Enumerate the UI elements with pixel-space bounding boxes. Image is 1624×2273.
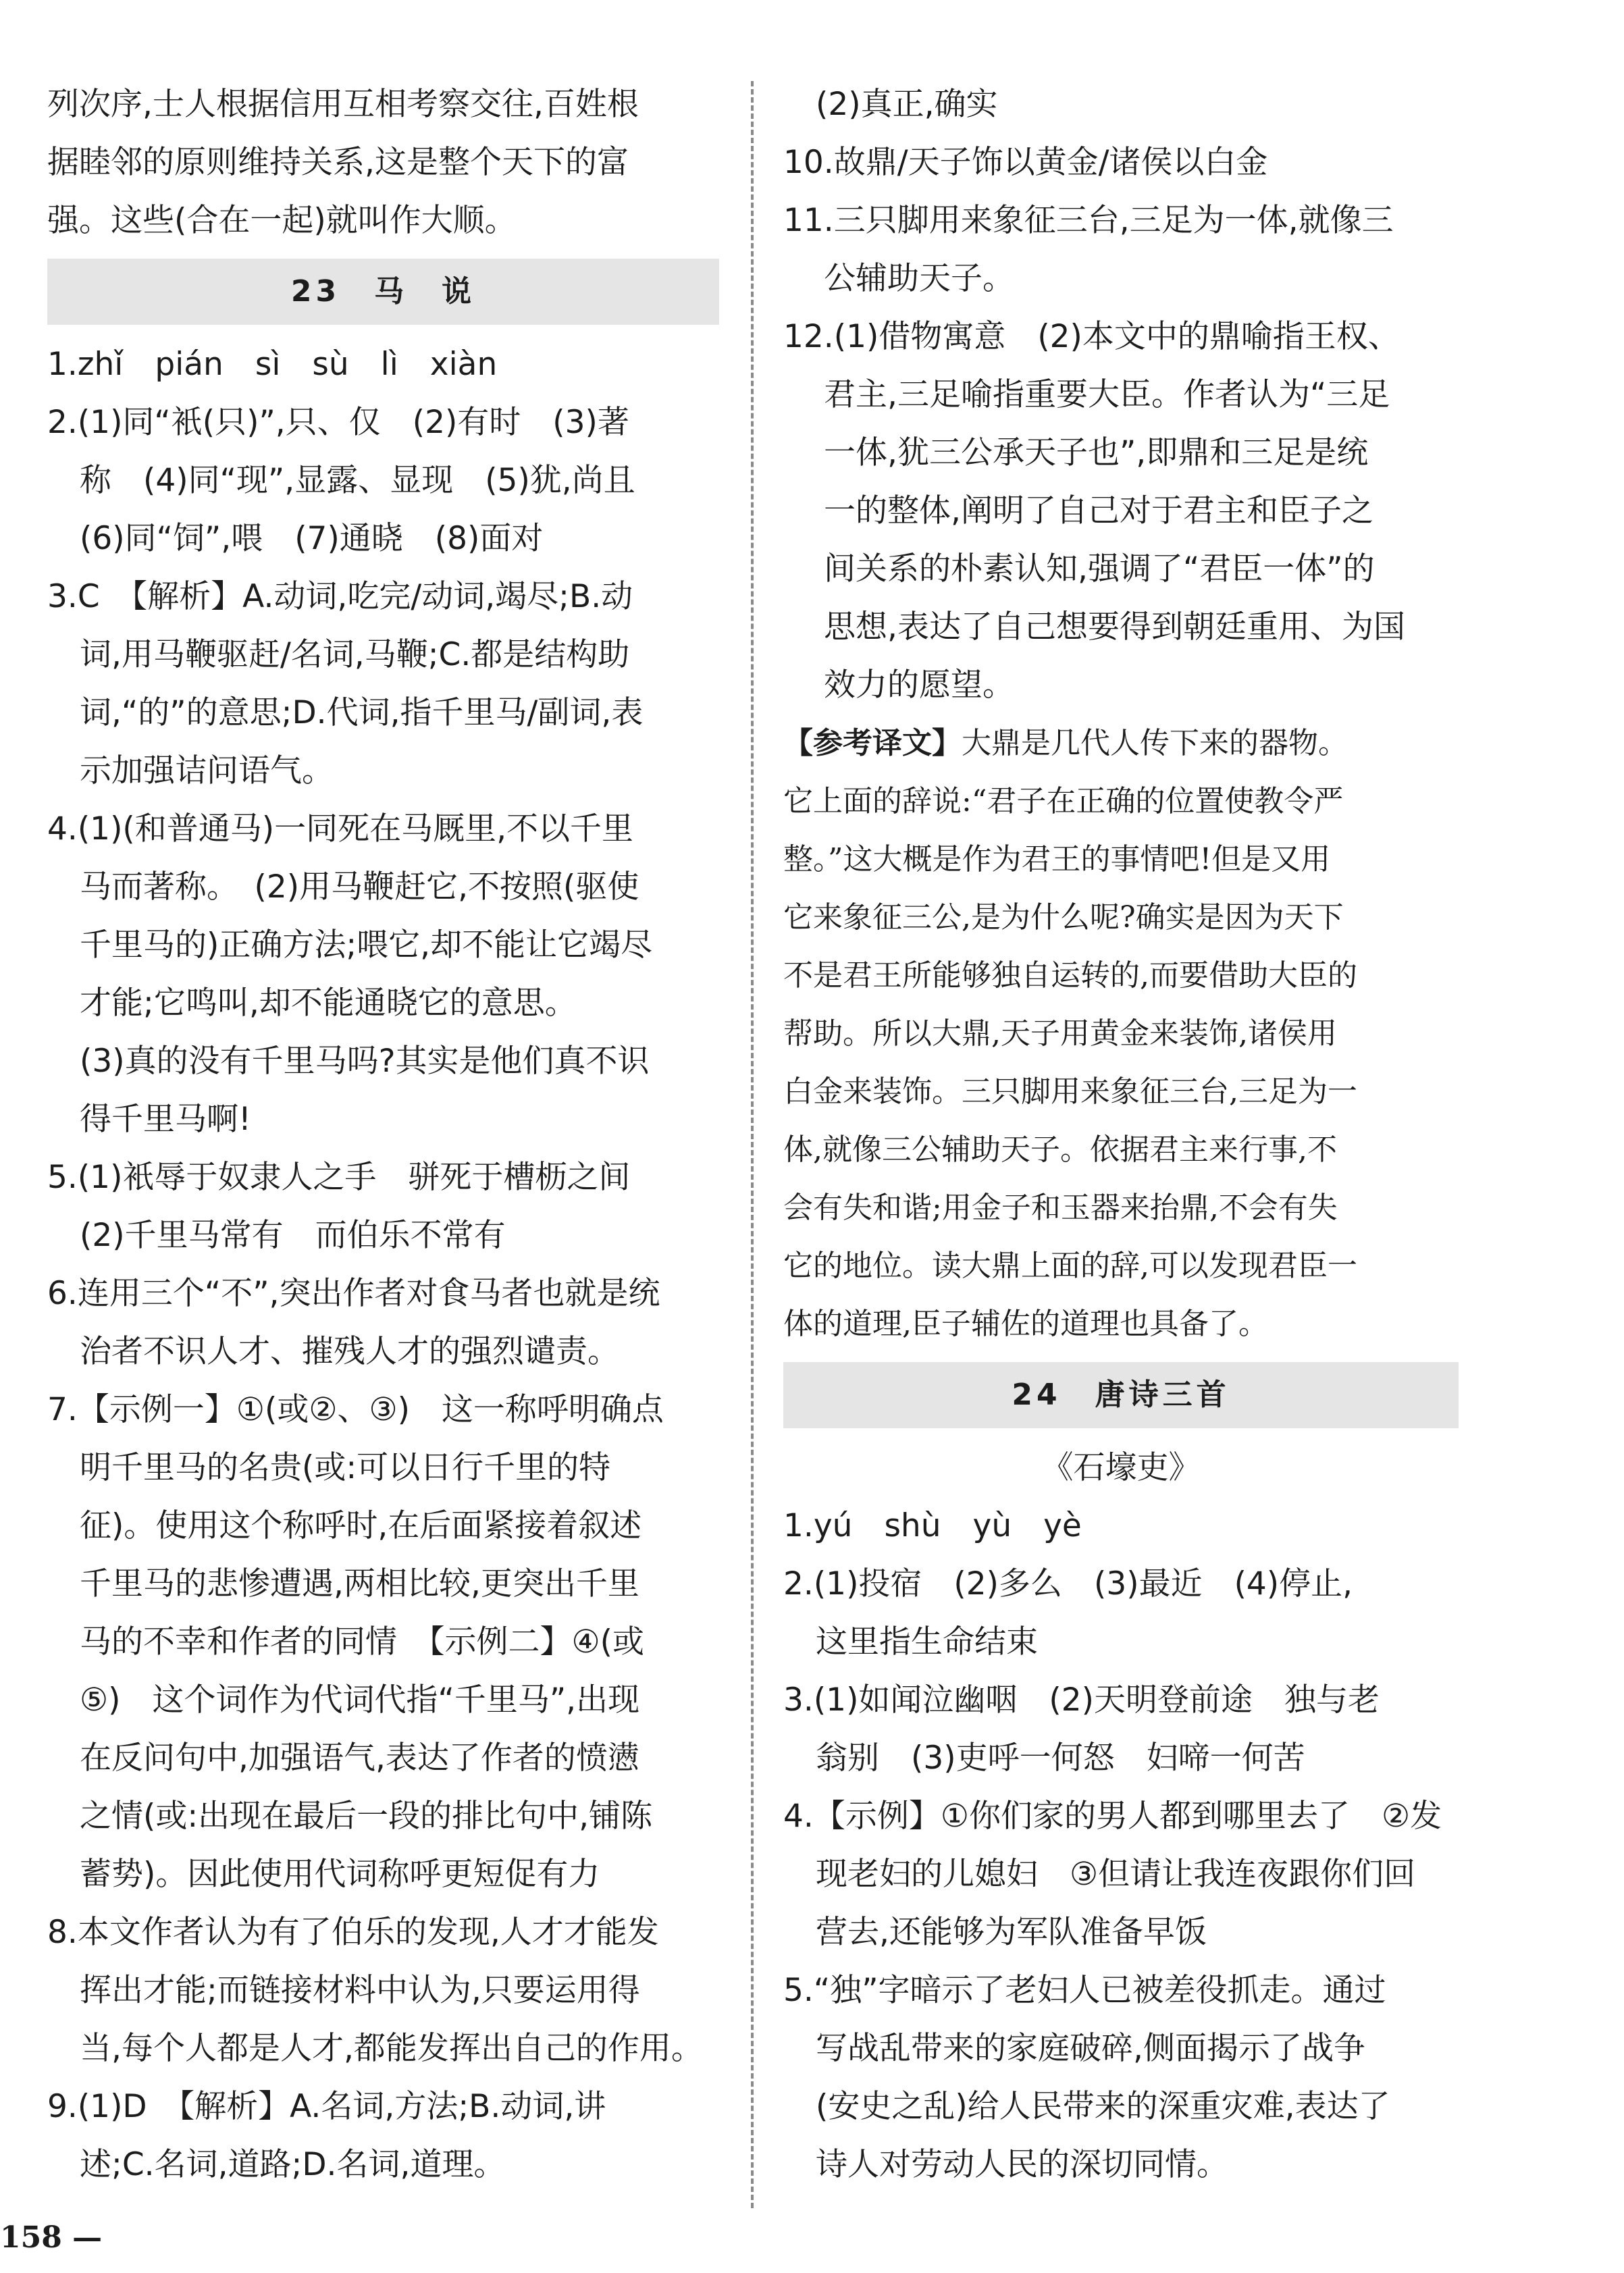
answer-line [47,1149,719,1207]
answer-line [47,1555,719,1613]
line-text: 千里马的)正确方法;喂它,却不能让它竭尽 [80,926,653,964]
line-text: (6)同“饲”,喂 (7)通晓 (8)面对 [80,520,544,557]
line-text: 马的不幸和作者的同情 【示例二】④(或 [80,1623,644,1661]
text-line [47,192,719,250]
line-text: 9.(1)D 【解析】A.名词,方法;B.动词,讲 [47,2088,606,2125]
answer-line [783,1613,1459,1671]
line-text: 不是君王所能够独自运转的,而要借助大臣的 [783,958,1357,993]
poem-subtitle: 《石壕吏》 [1041,1449,1201,1486]
answer-line [47,1323,719,1381]
answer-line [783,656,1459,714]
answer-line [783,1729,1459,1787]
line-text: 2.(1)同“衹(只)”,只、仅 (2)有时 (3)著 [47,404,629,441]
line-text: 5.(1)衹辱于奴隶人之手 骈死于槽枥之间 [47,1159,631,1196]
line-text: 体的道理,臣子辅佐的道理也具备了。 [783,1307,1268,1341]
line-text: 征)。使用这个称呼时,在后面紧接着叙述 [80,1507,642,1544]
line-text: 思想,表达了自己想要得到朝廷重用、为国 [824,608,1405,646]
answer-line [47,800,719,858]
line-text: 间关系的朴素认知,强调了“君臣一体”的 [824,550,1375,587]
line-text: 营去,还能够为军队准备早饭 [816,1914,1207,1951]
answer-line [47,1904,719,1962]
line-text: ⑤) 这个词作为代词代指“千里马”,出现 [80,1681,640,1719]
answer-line [783,192,1459,250]
translation-line [783,1295,1459,1353]
line-text: 1.yú shù yù yè [783,1507,1082,1544]
line-text: 挥出才能;而链接材料中认为,只要运用得 [80,1972,640,2009]
line-text: (安史之乱)给人民带来的深重灾难,表达了 [816,2088,1390,2125]
line-text: 体,就像三公辅助天子。依据君主来行事,不 [783,1132,1337,1167]
translation-line [783,773,1459,831]
answer-line [783,1497,1459,1555]
line-text: 8.本文作者认为有了伯乐的发现,人才才能发 [47,1914,659,1951]
line-text: 翁别 (3)吏呼一何怒 妇啼一何苦 [816,1740,1305,1777]
line-text: 效力的愿望。 [824,667,1014,704]
answer-line [783,366,1459,424]
line-text: 君主,三足喻指重要大臣。作者认为“三足 [824,376,1390,413]
answer-line [47,452,719,510]
answer-line [783,134,1459,192]
line-text: 述;C.名词,道路;D.名词,道理。 [80,2146,506,2183]
translation-line [783,1121,1459,1179]
line-text: 诗人对劳动人民的深切同情。 [816,2146,1228,2183]
line-text: 一的整体,阐明了自己对于君主和臣子之 [824,492,1373,529]
line-text: 整。”这大概是作为君王的事情吧!但是又用 [783,842,1331,877]
translation-first-line [783,714,1348,773]
answer-line [783,424,1459,482]
page-number: 158 — [0,2220,103,2255]
answer-line [47,916,719,974]
line-text: 称 (4)同“现”,显露、显现 (5)犹,尚且 [80,462,635,499]
line-text: 2.(1)投宿 (2)多么 (3)最近 (4)停止, [783,1565,1353,1602]
line-text: 11.三只脚用来象征三台,三足为一体,就像三 [783,202,1394,239]
answer-line [783,2078,1459,2136]
answer-line [47,1091,719,1149]
translation-line [783,714,1459,773]
answer-line [47,2136,719,2194]
line-text: 这里指生命结束 [816,1623,1038,1661]
right-column [783,76,1459,2194]
section-24-title: 24 唐诗三首 [783,1362,1459,1428]
answer-line [47,394,719,452]
line-text: 写战乱带来的家庭破碎,侧面揭示了战争 [816,2030,1365,2067]
line-text: 4.【示例】①你们家的男人都到哪里去了 ②发 [783,1798,1442,1835]
answer-line [783,1555,1459,1613]
answer-line [47,1207,719,1265]
answer-line [783,2136,1459,2194]
line-text: (3)真的没有千里马吗?其实是他们真不识 [80,1043,650,1080]
answer-line [783,540,1459,598]
line-text: 治者不识人才、摧残人才的强烈谴责。 [80,1333,619,1370]
line-text: 强。这些(合在一起)就叫作大顺。 [47,202,517,239]
line-text: 大鼎是几代人传下来的器物。 [962,726,1348,760]
line-text: 它来象征三公,是为什么呢?确实是因为天下 [783,900,1344,935]
line-text: (2)真正,确实 [816,86,998,123]
translation-line [783,1179,1459,1237]
line-text: 3.(1)如闻泣幽咽 (2)天明登前途 独与老 [783,1681,1380,1719]
line-text: 会有失和谐;用金子和玉器来抬鼎,不会有失 [783,1191,1338,1225]
translation-line [783,947,1459,1005]
line-text: 它的地位。读大鼎上面的辞,可以发现君臣一 [783,1249,1357,1283]
line-text: 之情(或:出现在最后一段的排比句中,铺陈 [80,1798,653,1835]
translation-line [783,1063,1459,1121]
line-text: (2)千里马常有 而伯乐不常有 [80,1217,506,1254]
answer-line [47,684,719,742]
answer-line [783,1787,1459,1846]
translation-line [783,831,1459,889]
answer-line [783,482,1459,540]
line-text: 列次序,士人根据信用互相考察交往,百姓根 [47,86,639,123]
section-23-title: 23 马 说 [47,259,719,325]
line-text: 10.故鼎/天子饰以黄金/诸侯以白金 [783,144,1268,181]
answer-line [47,1962,719,2020]
line-text: 明千里马的名贵(或:可以日行千里的特 [80,1449,611,1486]
line-text: 白金来装饰。三只脚用来象征三台,三足为一 [783,1074,1357,1109]
line-text: 示加强诘问语气。 [80,752,334,789]
line-text: 6.连用三个“不”,突出作者对食马者也就是统 [47,1275,660,1312]
translation-line [783,1005,1459,1063]
translation-line [783,889,1459,947]
line-text: 7.【示例一】①(或②、③) 这一称呼明确点 [47,1391,664,1428]
answer-line [47,1265,719,1323]
line-text: 3.C 【解析】A.动词,吃完/动词,竭尽;B.动 [47,578,633,615]
answer-line [47,1787,719,1846]
line-text: 公辅助天子。 [824,260,1014,297]
translation-line [783,1237,1459,1295]
line-text: 据睦邻的原则维持关系,这是整个天下的富 [47,144,629,181]
translation-tag: 【参考译文】 [783,726,962,760]
line-text: 才能;它鸣叫,却不能通晓它的意思。 [80,985,577,1022]
line-text: 1.zhǐ pián sì sù lì xiàn [47,346,498,383]
answer-line [47,1729,719,1787]
line-text: 词,“的”的意思;D.代词,指千里马/副词,表 [80,694,644,731]
answer-line [783,1904,1459,1962]
answer-line [47,974,719,1033]
line-text: 千里马的悲惨遭遇,两相比较,更突出千里 [80,1565,639,1602]
line-text: 5.“独”字暗示了老妇人已被差役抓走。通过 [783,1972,1386,2009]
answer-line [47,510,719,568]
line-text: 当,每个人都是人才,都能发挥出自己的作用。 [80,2030,703,2067]
answer-line [47,336,719,394]
answer-line [47,1671,719,1729]
line-text: 词,用马鞭驱赶/名词,马鞭;C.都是结构助 [80,636,630,673]
answer-line [47,1613,719,1671]
answer-line [783,250,1459,308]
left-column [47,76,719,2194]
answer-line [47,1033,719,1091]
line-text: 12.(1)借物寓意 (2)本文中的鼎喻指王权、 [783,318,1400,355]
line-text: 帮助。所以大鼎,天子用黄金来装饰,诸侯用 [783,1016,1337,1051]
answer-line [47,1439,719,1497]
answer-line [47,1381,719,1439]
answer-line [47,858,719,916]
answer-line [47,742,719,800]
line-text: 马而著称。 (2)用马鞭赶它,不按照(驱使 [80,868,639,906]
line-text: 得千里马啊! [80,1101,251,1138]
line-text: 它上面的辞说:“君子在正确的位置使教令严 [783,784,1344,818]
text-line [47,76,719,134]
answer-line [47,568,719,626]
line-text: 一体,犹三公承天子也”,即鼎和三足是统 [824,434,1369,471]
answer-line [783,76,1459,134]
answer-line [783,1671,1459,1729]
answer-line [47,626,719,684]
line-text: 4.(1)(和普通马)一同死在马厩里,不以千里 [47,810,634,847]
answer-line [47,1846,719,1904]
answer-line [783,1962,1459,2020]
answer-line [783,1846,1459,1904]
column-divider [751,81,754,2208]
answer-line [47,1497,719,1555]
text-line [47,134,719,192]
answer-line [47,2020,719,2078]
answer-line [783,2020,1459,2078]
line-text: 在反问句中,加强语气,表达了作者的愤懑 [80,1740,639,1777]
answer-line [783,308,1459,366]
answer-line [783,598,1459,656]
line-text: 现老妇的儿媳妇 ③但请让我连夜跟你们回 [816,1856,1416,1893]
answer-line [47,2078,719,2136]
line-text: 蓄势)。因此使用代词称呼更短促有力 [80,1856,600,1893]
